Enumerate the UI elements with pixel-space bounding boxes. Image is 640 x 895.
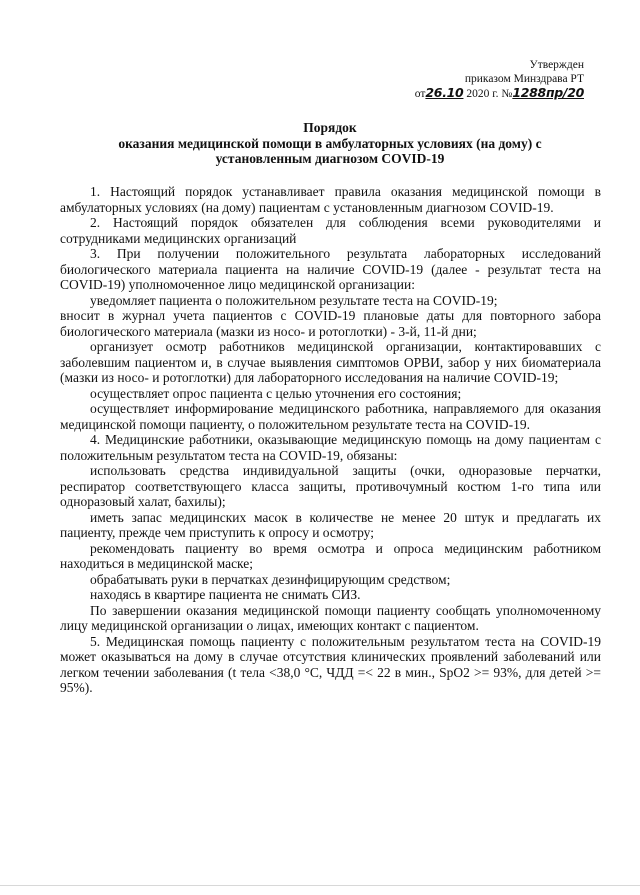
approval-stamp [415, 58, 584, 101]
paragraph-2: 2. Настоящий порядок обязателен для соблюдения всеми руководителями и сотрудниками медицинских организаций [60, 215, 601, 246]
approval-handwritten-number: 1288пр/20 [512, 85, 584, 100]
document-body [60, 184, 601, 696]
approval-line-2: приказом Минздрава РТ [464, 73, 584, 85]
list-item-ppe: использовать средства индивидуальной защиты (очки, одноразовые перчатки, респиратор соответствующего класса защиты, противочумный костюм 1-го типа или одноразовый халат, бахилы); [60, 463, 601, 509]
approval-date-prefix: от [414, 88, 426, 100]
title-line-3: установленным диагнозом COVID-19 [215, 151, 445, 166]
paragraph-report-contacts: По завершении оказания медицинской помощи пациенту сообщать уполномоченному лицу медицинской организации о лицах, имеющих контакт с пациентом. [60, 602, 601, 633]
list-item-inform: осуществляет информирование медицинского работника, направляемого для оказания медицинской помощи пациенту, о положительном результате теста на COVID-19. [60, 401, 601, 432]
list-item-staff-exam: организует осмотр работников медицинской организации, контактировавших с заболевшим пациентом и, в случае выявления симптомов ОРВИ, забор у них биоматериала (мазки из носо- и ротоглотки) для лабораторного исследования на наличие COVID-19; [60, 339, 601, 385]
approval-date-middle: 2020 г. № [463, 88, 513, 100]
document-title [60, 120, 600, 167]
approval-handwritten-date: 26.10 [425, 85, 464, 100]
title-line-1: Порядок [303, 120, 357, 135]
paragraph-4: 4. Медицинские работники, оказывающие медицинскую помощь на дому пациентам с положительным результатом теста на COVID-19, обязаны: [60, 432, 601, 463]
list-item-keep-ppe: находясь в квартире пациента не снимать СИЗ. [90, 587, 361, 602]
list-item-journal: вносит в журнал учета пациентов с COVID-19 плановые даты для повторного забора биологического материала (мазки из носо- и ротоглотки) - 3-й, 11-й дни; [60, 308, 601, 339]
paragraph-1: 1. Настоящий порядок устанавливает правила оказания медицинской помощи в амбулаторных условиях (на дому) пациентам с установленным диагнозом COVID-19. [60, 184, 601, 215]
paragraph-3: 3. При получении положительного результата лабораторных исследований биологического материала пациента на наличие COVID-19 (далее - результат теста на COVID-19) уполномоченное лицо медицинской организации: [60, 246, 601, 292]
approval-line-1: Утвержден [529, 59, 584, 71]
paragraph-5: 5. Медицинская помощь пациенту с положительным результатом теста на COVID-19 может оказываться на дому в случае отсутствия клинических проявлений заболеваний или легком течении заболевания (t тела <38,0 °С, ЧДД =< 22 в мин., SpO2 >= 93%, для детей >= 95%). [60, 633, 601, 695]
list-item-recommend-mask: рекомендовать пациенту во время осмотра и опроса медицинским работником находиться в медицинской маске; [60, 540, 601, 571]
list-item-survey: осуществляет опрос пациента с целью уточнения его состояния; [90, 385, 462, 401]
list-item-disinfect: обрабатывать руки в перчатках дезинфицирующим средством; [90, 571, 451, 587]
list-item-notify: уведомляет пациента о положительном результате теста на COVID-19; [90, 292, 498, 308]
title-line-2: оказания медицинской помощи в амбулаторных условиях (на дому) с [118, 135, 542, 151]
list-item-masks: иметь запас медицинских масок в количестве не менее 20 штук и предлагать их пациенту, прежде чем приступить к опросу и осмотру; [60, 509, 601, 540]
page-bottom-edge [0, 885, 640, 886]
approval-date-line [415, 86, 584, 101]
